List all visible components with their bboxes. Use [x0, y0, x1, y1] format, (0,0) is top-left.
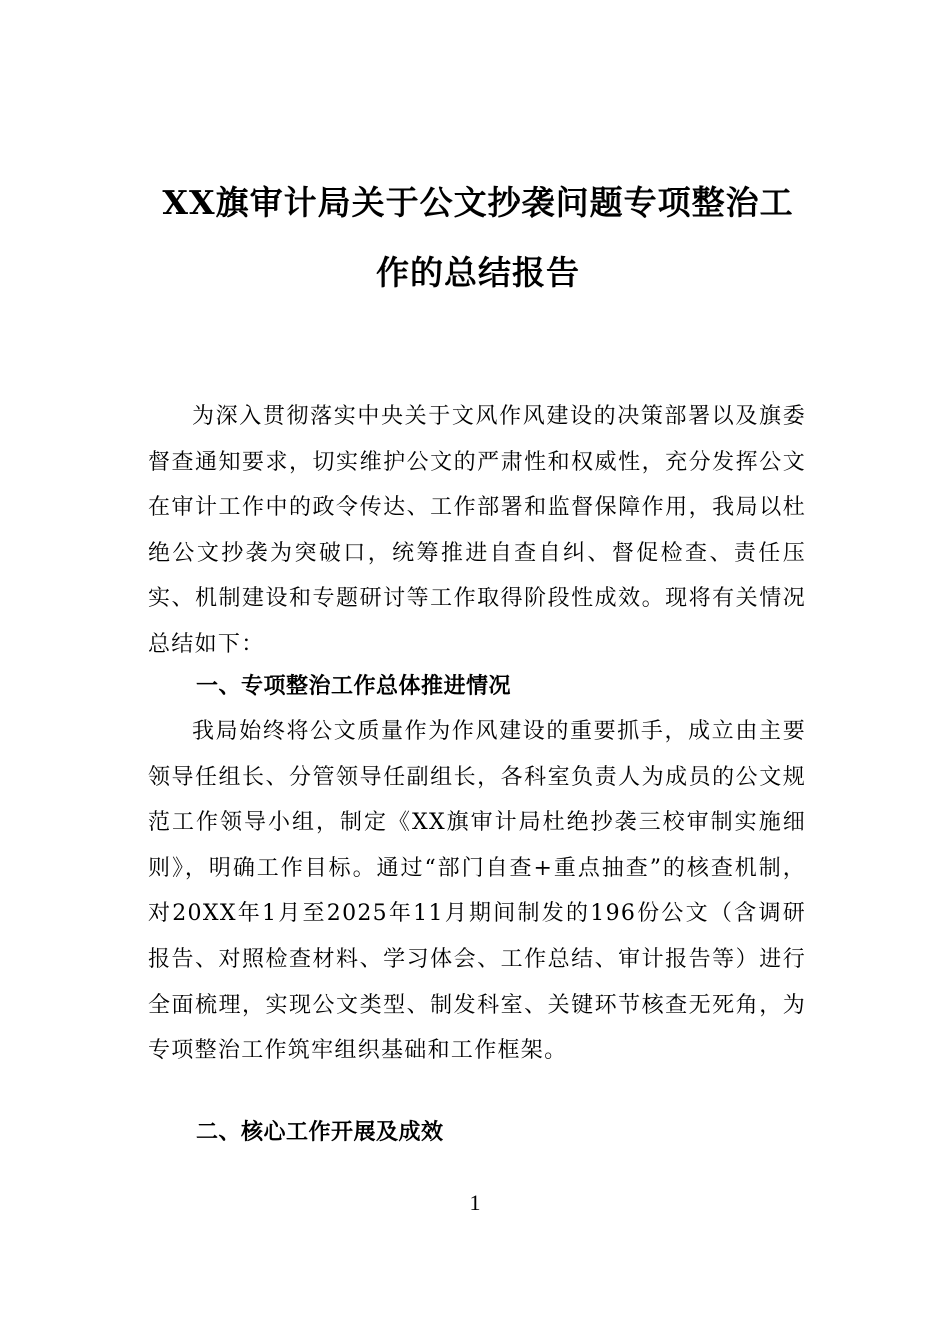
- document-title: XX旗审计局关于公文抄袭问题专项整治工作的总结报告: [162, 183, 794, 292]
- section-heading-2: 二、核心工作开展及成效: [196, 1120, 444, 1145]
- intro-paragraph: 为深入贯彻落实中央关于文风作风建设的决策部署以及旗委督查通知要求，切实维护公文的严肃性和权威性，充分发挥公文在审计工作中的政令传达、工作部署和监督保障作用，我局以杜绝公文抄袭为突破口，统筹推进自查自纠、督促检查、责任压实、机制建设和专题研讨等工作取得阶段性成效。现将有关情况总结如下：: [148, 404, 806, 657]
- section-1-paragraph: 我局始终将公文质量作为作风建设的重要抓手，成立由主要领导任组长、分管领导任副组长，各科室负责人为成员的公文规范工作领导小组，制定《XX旗审计局杜绝抄袭三校审制实施细则》，明确工作目标。通过“部门自查+重点抽查”的核查机制，对20XX年1月至2025年11月期间制发的196份公文（含调研报告、对照检查材料、学习体会、工作总结、审计报告等）进行全面梳理，实现公文类型、制发科室、关键环节核查无死角，为专项整治工作筑牢组织基础和工作框架。: [148, 719, 806, 1064]
- section-heading-1: 一、专项整治工作总体推进情况: [196, 674, 512, 699]
- page-number: 1: [469, 1190, 481, 1215]
